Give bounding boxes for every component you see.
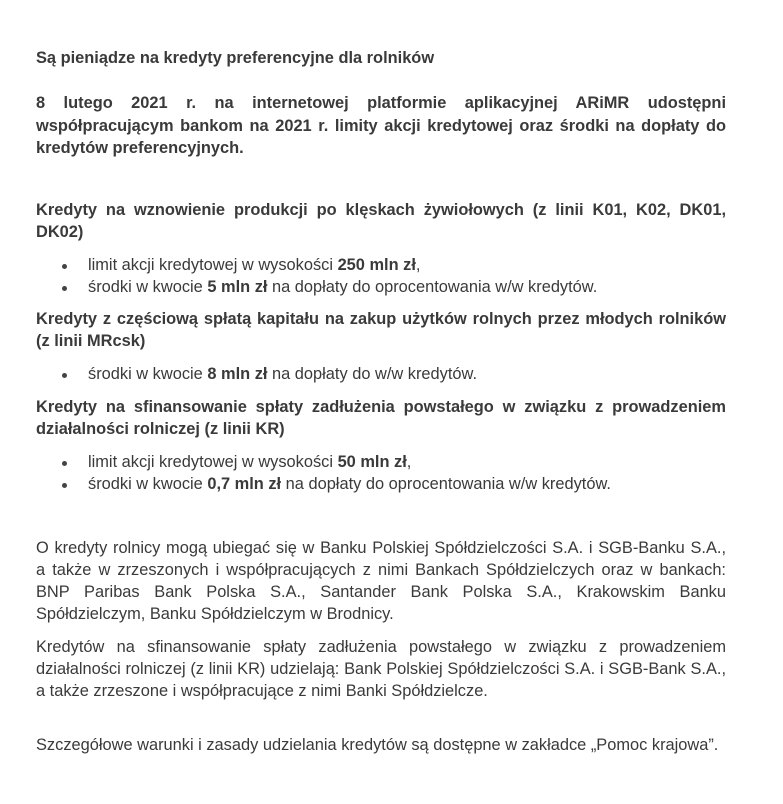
section2-item-1 bbox=[88, 364, 477, 384]
item-text: , bbox=[406, 453, 412, 471]
bullet-icon bbox=[62, 264, 67, 269]
section1-item-2 bbox=[88, 277, 597, 297]
item-text: środki w kwocie bbox=[88, 278, 208, 296]
para3-line-1: Szczegółowe warunki i zasady udzielania kredytów są dostępne w zakładce „Pomoc krajowa”. bbox=[36, 736, 719, 754]
intro-line-2: współpracującym bankom na 2021 r. limity akcji kredytowej oraz środki na dopłaty do bbox=[36, 117, 726, 135]
item-text: na dopłaty do oprocentowania w/w kredytów. bbox=[281, 475, 611, 493]
section1-heading-line-2: DK02) bbox=[36, 223, 84, 241]
para2-line-3: a także zrzeszone i współpracujące z nimi Banki Spółdzielcze. bbox=[36, 682, 488, 700]
para2-line-2: działalności rolniczej (z linii KR) udzielają: Bank Polskiej Spółdzielczości S.A. i SGB-Bank S.A., bbox=[36, 660, 726, 678]
bullet-icon bbox=[62, 483, 67, 488]
section1-item-1 bbox=[88, 255, 420, 275]
para1-line-1: O kredyty rolnicy mogą ubiegać się w Banku Polskiej Spółdzielczości S.A. i SGB-Banku S.A., bbox=[36, 539, 726, 557]
para1-line-4: Spółdzielczym, Banku Spółdzielczym w Brodnicy. bbox=[36, 605, 394, 623]
item-text: limit akcji kredytowej w wysokości bbox=[88, 453, 338, 471]
bullet-icon bbox=[62, 286, 67, 291]
item-amount: 0,7 mln zł bbox=[207, 475, 282, 493]
para1-line-2: a także w zrzeszonych i współpracujących z nimi Bankach Spółdzielczych oraz w bankach: bbox=[36, 561, 726, 579]
item-amount: 5 mln zł bbox=[207, 278, 268, 296]
item-text: środki w kwocie bbox=[88, 365, 208, 383]
intro-line-3: kredytów preferencyjnych. bbox=[36, 139, 244, 157]
section3-heading-line-2: działalności rolniczej (z linii KR) bbox=[36, 420, 285, 438]
para2-line-1: Kredytów na sfinansowanie spłaty zadłużenia powstałego w związku z prowadzeniem bbox=[36, 638, 726, 656]
bullet-icon bbox=[62, 373, 67, 378]
section2-heading-line-2: (z linii MRcsk) bbox=[36, 332, 146, 350]
item-text: środki w kwocie bbox=[88, 475, 208, 493]
item-amount: 8 mln zł bbox=[207, 365, 268, 383]
section3-item-2 bbox=[88, 474, 611, 494]
item-amount: 250 mln zł bbox=[337, 256, 416, 274]
item-text: na dopłaty do oprocentowania w/w kredytów. bbox=[267, 278, 598, 296]
document-title: Są pieniądze na kredyty preferencyjne dla rolników bbox=[36, 49, 435, 67]
para1-line-3: BNP Paribas Bank Polska S.A., Santander Bank Polska S.A., Krakowskim Banku bbox=[36, 583, 726, 601]
section3-heading-line-1: Kredyty na sfinansowanie spłaty zadłużenia powstałego w związku z prowadzeniem bbox=[36, 398, 726, 416]
item-text: , bbox=[415, 256, 421, 274]
item-text: limit akcji kredytowej w wysokości bbox=[88, 256, 338, 274]
section2-heading-line-1: Kredyty z częściową spłatą kapitału na zakup użytków rolnych przez młodych rolników bbox=[36, 310, 726, 328]
section3-item-1 bbox=[88, 452, 411, 472]
section1-heading-line-1: Kredyty na wznowienie produkcji po klęskach żywiołowych (z linii K01, K02, DK01, bbox=[36, 201, 726, 219]
item-text: na dopłaty do w/w kredytów. bbox=[267, 365, 478, 383]
intro-line-1: 8 lutego 2021 r. na internetowej platformie aplikacyjnej ARiMR udostępni bbox=[36, 94, 726, 112]
bullet-icon bbox=[62, 461, 67, 466]
item-amount: 50 mln zł bbox=[337, 453, 407, 471]
